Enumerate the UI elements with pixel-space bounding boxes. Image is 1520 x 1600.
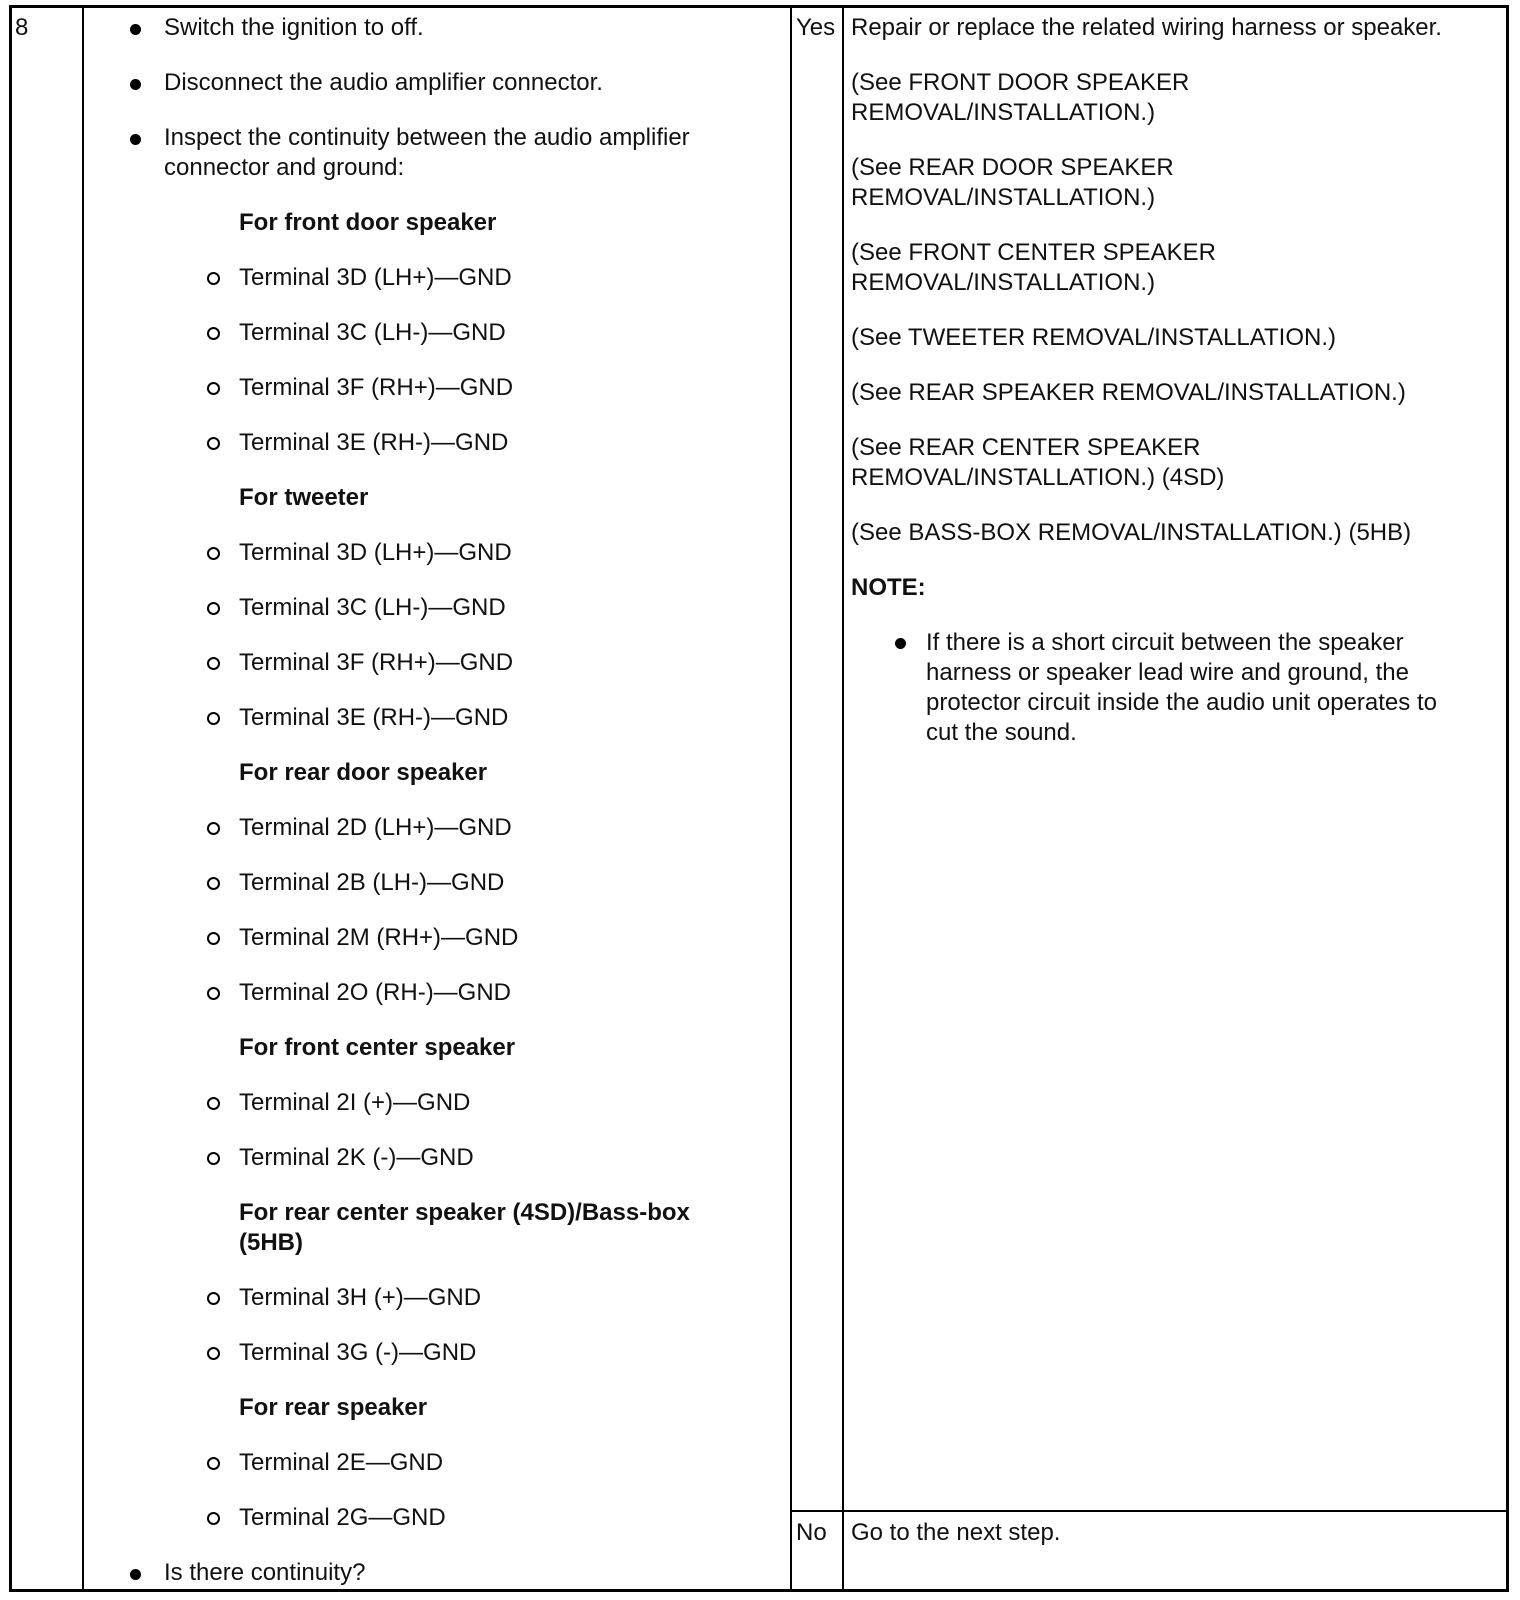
diagnostic-step-table	[9, 5, 1509, 1592]
sub-bullet-icon	[207, 547, 220, 560]
sub-bullet-icon	[207, 1152, 220, 1165]
terminal-item: Terminal 3E (RH-)—GND	[239, 704, 509, 731]
note-text-line4: cut the sound.	[926, 719, 1077, 746]
column-divider-inspection	[790, 8, 792, 1589]
note-text-line1: If there is a short circuit between the speaker	[926, 629, 1404, 656]
terminal-item: Terminal 3C (LH-)—GND	[239, 594, 506, 621]
note-text-line3: protector circuit inside the audio unit operates to	[926, 689, 1437, 716]
inspection-step-continuity-line2: connector and ground:	[164, 154, 405, 181]
terminal-item: Terminal 2D (LH+)—GND	[239, 814, 512, 841]
heading-rear-speaker: For rear speaker	[239, 1394, 428, 1421]
terminal-item: Terminal 2K (-)—GND	[239, 1144, 474, 1171]
terminal-item: Terminal 3F (RH+)—GND	[239, 649, 514, 676]
heading-tweeter: For tweeter	[239, 484, 369, 511]
sub-bullet-icon	[207, 1512, 220, 1525]
column-divider-result	[842, 8, 844, 1589]
reference-front-door-line2: REMOVAL/INSTALLATION.)	[851, 99, 1156, 126]
sub-bullet-icon	[207, 327, 220, 340]
terminal-item: Terminal 2G—GND	[239, 1504, 446, 1531]
note-text-line2: harness or speaker lead wire and ground, the	[926, 659, 1409, 686]
bullet-icon	[895, 638, 906, 649]
reference-rear-door-line2: REMOVAL/INSTALLATION.)	[851, 184, 1156, 211]
reference-bass-box: (See BASS-BOX REMOVAL/INSTALLATION.) (5HB)	[851, 519, 1412, 546]
heading-front-center-speaker: For front center speaker	[239, 1034, 516, 1061]
terminal-item: Terminal 3D (LH+)—GND	[239, 264, 512, 291]
terminal-item: Terminal 2I (+)—GND	[239, 1089, 471, 1116]
sub-bullet-icon	[207, 657, 220, 670]
bullet-icon	[130, 1569, 141, 1580]
reference-rear-door-line1: (See REAR DOOR SPEAKER	[851, 154, 1174, 181]
sub-bullet-icon	[207, 272, 220, 285]
step-number: 8	[15, 14, 29, 41]
terminal-item: Terminal 3C (LH-)—GND	[239, 319, 506, 346]
terminal-item: Terminal 2M (RH+)—GND	[239, 924, 519, 951]
inspection-step-continuity-line1: Inspect the continuity between the audio amplifier	[164, 124, 690, 151]
sub-bullet-icon	[207, 1457, 220, 1470]
yes-action: Repair or replace the related wiring harness or speaker.	[851, 14, 1442, 41]
sub-bullet-icon	[207, 437, 220, 450]
no-action: Go to the next step.	[851, 1519, 1061, 1546]
reference-tweeter: (See TWEETER REMOVAL/INSTALLATION.)	[851, 324, 1336, 351]
reference-front-center-line2: REMOVAL/INSTALLATION.)	[851, 269, 1156, 296]
reference-front-door-line1: (See FRONT DOOR SPEAKER	[851, 69, 1190, 96]
sub-bullet-icon	[207, 877, 220, 890]
heading-rear-center-speaker-line2: (5HB)	[239, 1229, 303, 1256]
sub-bullet-icon	[207, 987, 220, 1000]
continuity-question: Is there continuity?	[164, 1559, 366, 1586]
heading-rear-door-speaker: For rear door speaker	[239, 759, 488, 786]
bullet-icon	[130, 134, 141, 145]
terminal-item: Terminal 3F (RH+)—GND	[239, 374, 514, 401]
sub-bullet-icon	[207, 932, 220, 945]
no-label: No	[796, 1519, 827, 1546]
sub-bullet-icon	[207, 1292, 220, 1305]
sub-bullet-icon	[207, 602, 220, 615]
yes-label: Yes	[796, 14, 836, 41]
bullet-icon	[130, 24, 141, 35]
terminal-item: Terminal 3E (RH-)—GND	[239, 429, 509, 456]
inspection-step-ignition-off: Switch the ignition to off.	[164, 14, 424, 41]
sub-bullet-icon	[207, 382, 220, 395]
sub-bullet-icon	[207, 712, 220, 725]
terminal-item: Terminal 2E—GND	[239, 1449, 444, 1476]
sub-bullet-icon	[207, 1347, 220, 1360]
terminal-item: Terminal 3G (-)—GND	[239, 1339, 477, 1366]
inspection-step-disconnect: Disconnect the audio amplifier connector.	[164, 69, 603, 96]
reference-rear-center-line1: (See REAR CENTER SPEAKER	[851, 434, 1201, 461]
heading-front-door-speaker: For front door speaker	[239, 209, 497, 236]
reference-rear-speaker: (See REAR SPEAKER REMOVAL/INSTALLATION.)	[851, 379, 1406, 406]
note-label: NOTE:	[851, 574, 926, 601]
column-divider-step	[82, 8, 84, 1589]
bullet-icon	[130, 79, 141, 90]
heading-rear-center-speaker-line1: For rear center speaker (4SD)/Bass-box	[239, 1199, 690, 1226]
reference-front-center-line1: (See FRONT CENTER SPEAKER	[851, 239, 1216, 266]
reference-rear-center-line2: REMOVAL/INSTALLATION.) (4SD)	[851, 464, 1225, 491]
yes-no-row-divider	[790, 1510, 1506, 1512]
terminal-item: Terminal 3H (+)—GND	[239, 1284, 482, 1311]
terminal-item: Terminal 2O (RH-)—GND	[239, 979, 512, 1006]
terminal-item: Terminal 3D (LH+)—GND	[239, 539, 512, 566]
sub-bullet-icon	[207, 1097, 220, 1110]
sub-bullet-icon	[207, 822, 220, 835]
terminal-item: Terminal 2B (LH-)—GND	[239, 869, 505, 896]
